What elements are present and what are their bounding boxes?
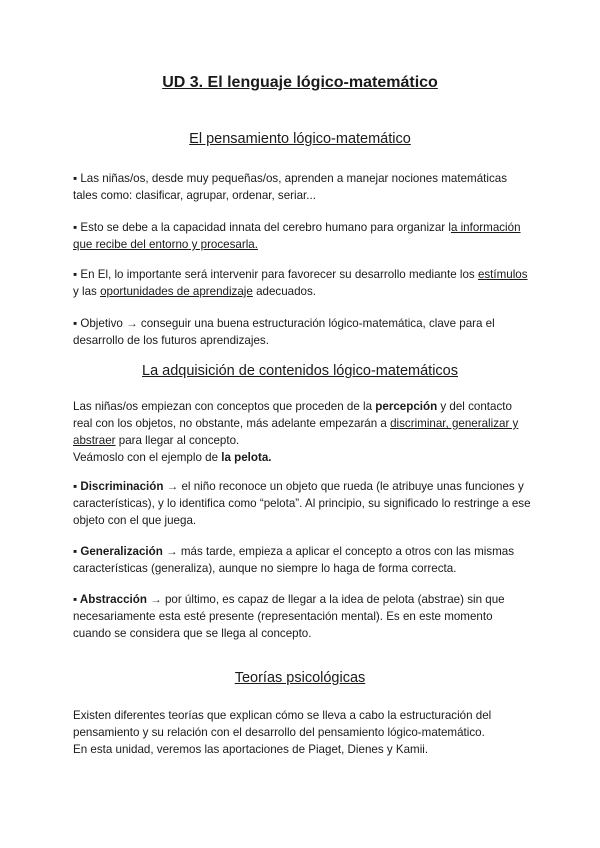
bold-generalizacion: ▪ Generalización <box>73 545 163 558</box>
paragraph-generalizacion <box>73 543 533 577</box>
underlined-discriminar: discriminar, generalizar y abstraer <box>73 417 519 447</box>
section-heading-teorias: Teorías psicológicas <box>234 670 366 686</box>
text-run: En esta unidad, veremos las aportaciones de Piaget, Dienes y Kamii. <box>73 743 429 756</box>
paragraph-discriminacion <box>73 478 533 529</box>
text-run: → por último, es capaz de llegar a la idea de pelota (abstrae) sin que necesariamente esta esté presente (representación mental). Es en este momento cuando se considera que se llega al concepto. <box>73 593 505 640</box>
text-run: Existen diferentes teorías que explican cómo se lleva a cabo la estructuración del pensamiento y su relación con el desarrollo del pensamiento lógico-matemático. <box>73 709 492 739</box>
bold-percepcion: percepción <box>375 400 438 413</box>
document-title: UD 3. El lenguaje lógico-matemático <box>162 74 438 91</box>
paragraph-adquisicion-intro <box>73 398 533 466</box>
text-run: → más tarde, empieza a aplicar el concepto a otros con las mismas características (generaliza), aunque no siempre lo haga de forma correcta. <box>73 545 514 575</box>
text-run: ▪ Esto se debe a la capacidad innata del cerebro humano para organizar l <box>73 221 451 234</box>
paragraph-nociones: ▪ Las niñas/os, desde muy pequeñas/os, aprenden a manejar nociones matemáticas tales como: clasificar, agrupar, ordenar, seriar... <box>73 172 507 202</box>
text-run: ▪ En El, lo importante será intervenir para favorecer su desarrollo mediante los <box>73 268 478 281</box>
text-run: adecuados. <box>252 285 317 298</box>
paragraph-capacidad-innata <box>73 219 533 253</box>
bold-abstraccion: ▪ Abstracción <box>73 593 147 606</box>
text-run: y las <box>73 285 101 298</box>
bold-la-pelota: la pelota. <box>221 451 272 464</box>
section-heading-adquisicion: La adquisición de contenidos lógico-matemáticos <box>142 363 458 379</box>
bold-discriminacion: ▪ Discriminación <box>73 480 164 493</box>
underlined-oportunidades: oportunidades de aprendizaje <box>100 285 253 298</box>
underlined-estimulos: estímulos <box>477 268 528 281</box>
text-run: Veámoslo con el ejemplo de <box>73 451 222 464</box>
underlined-text: a información que recibe del entorno y procesarla. <box>73 221 521 251</box>
text-run: y del contacto real con los objetos, no obstante, más adelante empezarán a <box>73 400 512 430</box>
paragraph-objetivo: ▪ Objetivo → conseguir una buena estructuración lógico-matemática, clave para el desarrollo de los futuros aprendizajes. <box>73 317 495 347</box>
paragraph-intervenir <box>73 266 533 300</box>
paragraph-teorias <box>73 707 533 758</box>
section-heading-pensamiento: El pensamiento lógico-matemático <box>189 131 411 147</box>
paragraph-abstraccion <box>73 591 533 642</box>
text-run: Las niñas/os empiezan con conceptos que proceden de la <box>73 400 376 413</box>
text-run: para llegar al concepto. <box>115 434 240 447</box>
text-run: → el niño reconoce un objeto que rueda (le atribuye unas funciones y características), y lo identifica como “pelota”. Al principio, su significado lo restringe a ese objeto con el que juega. <box>73 480 531 527</box>
